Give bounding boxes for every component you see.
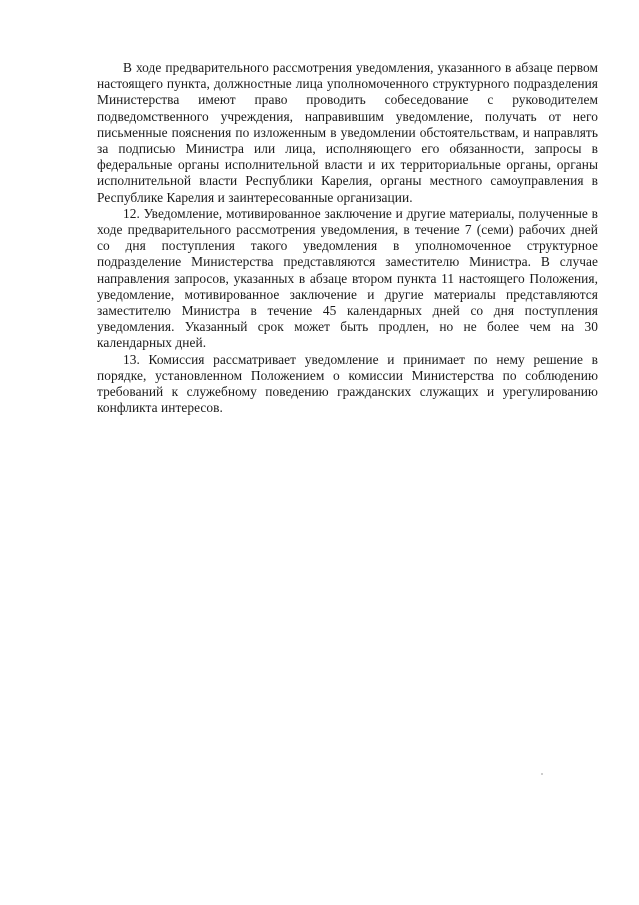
paragraph-preliminary-review: В ходе предварительного рассмотрения уведомления, указанного в абзаце первом настоящего пункта, должностные лица уполномоченного структурного подразделения Министерства имеют право проводить собеседование с руководителем подведомственного учреждения, направившим уведомление, получать от него письменные пояснения по изложенным в уведомлении обстоятельствам, и направлять за подписью Министра или лица, исполняющего его обязанности, запросы в федеральные органы исполнительной власти и их территориальные органы, органы исполнительной власти Республики Карелия, органы местного самоуправления в Республике Карелия и заинтересованные организации. [97,60,598,205]
paragraph-item-13: 13. Комиссия рассматривает уведомление и принимает по нему решение в порядке, установленном Положением о комиссии Министерства по соблюдению требований к служебному поведению гражданских служащих и урегулированию конфликта интересов. [97,351,598,416]
paragraph-item-12: 12. Уведомление, мотивированное заключение и другие материалы, полученные в ходе предварительного рассмотрения уведомления, в течение 7 (семи) рабочих дней со дня поступления такого уведомления в уполномоченное структурное подразделение Министерства представляются заместителю Министра. В случае направления запросов, указанных в абзаце втором пункта 11 настоящего Положения, уведомление, мотивированное заключение и другие материалы представляются заместителю Министра в течение 45 календарных дней со дня поступления уведомления. Указанный срок может быть продлен, но не более чем на 30 календарных дней. [97,205,598,351]
scan-speck [541,773,543,775]
document-body [97,60,598,416]
